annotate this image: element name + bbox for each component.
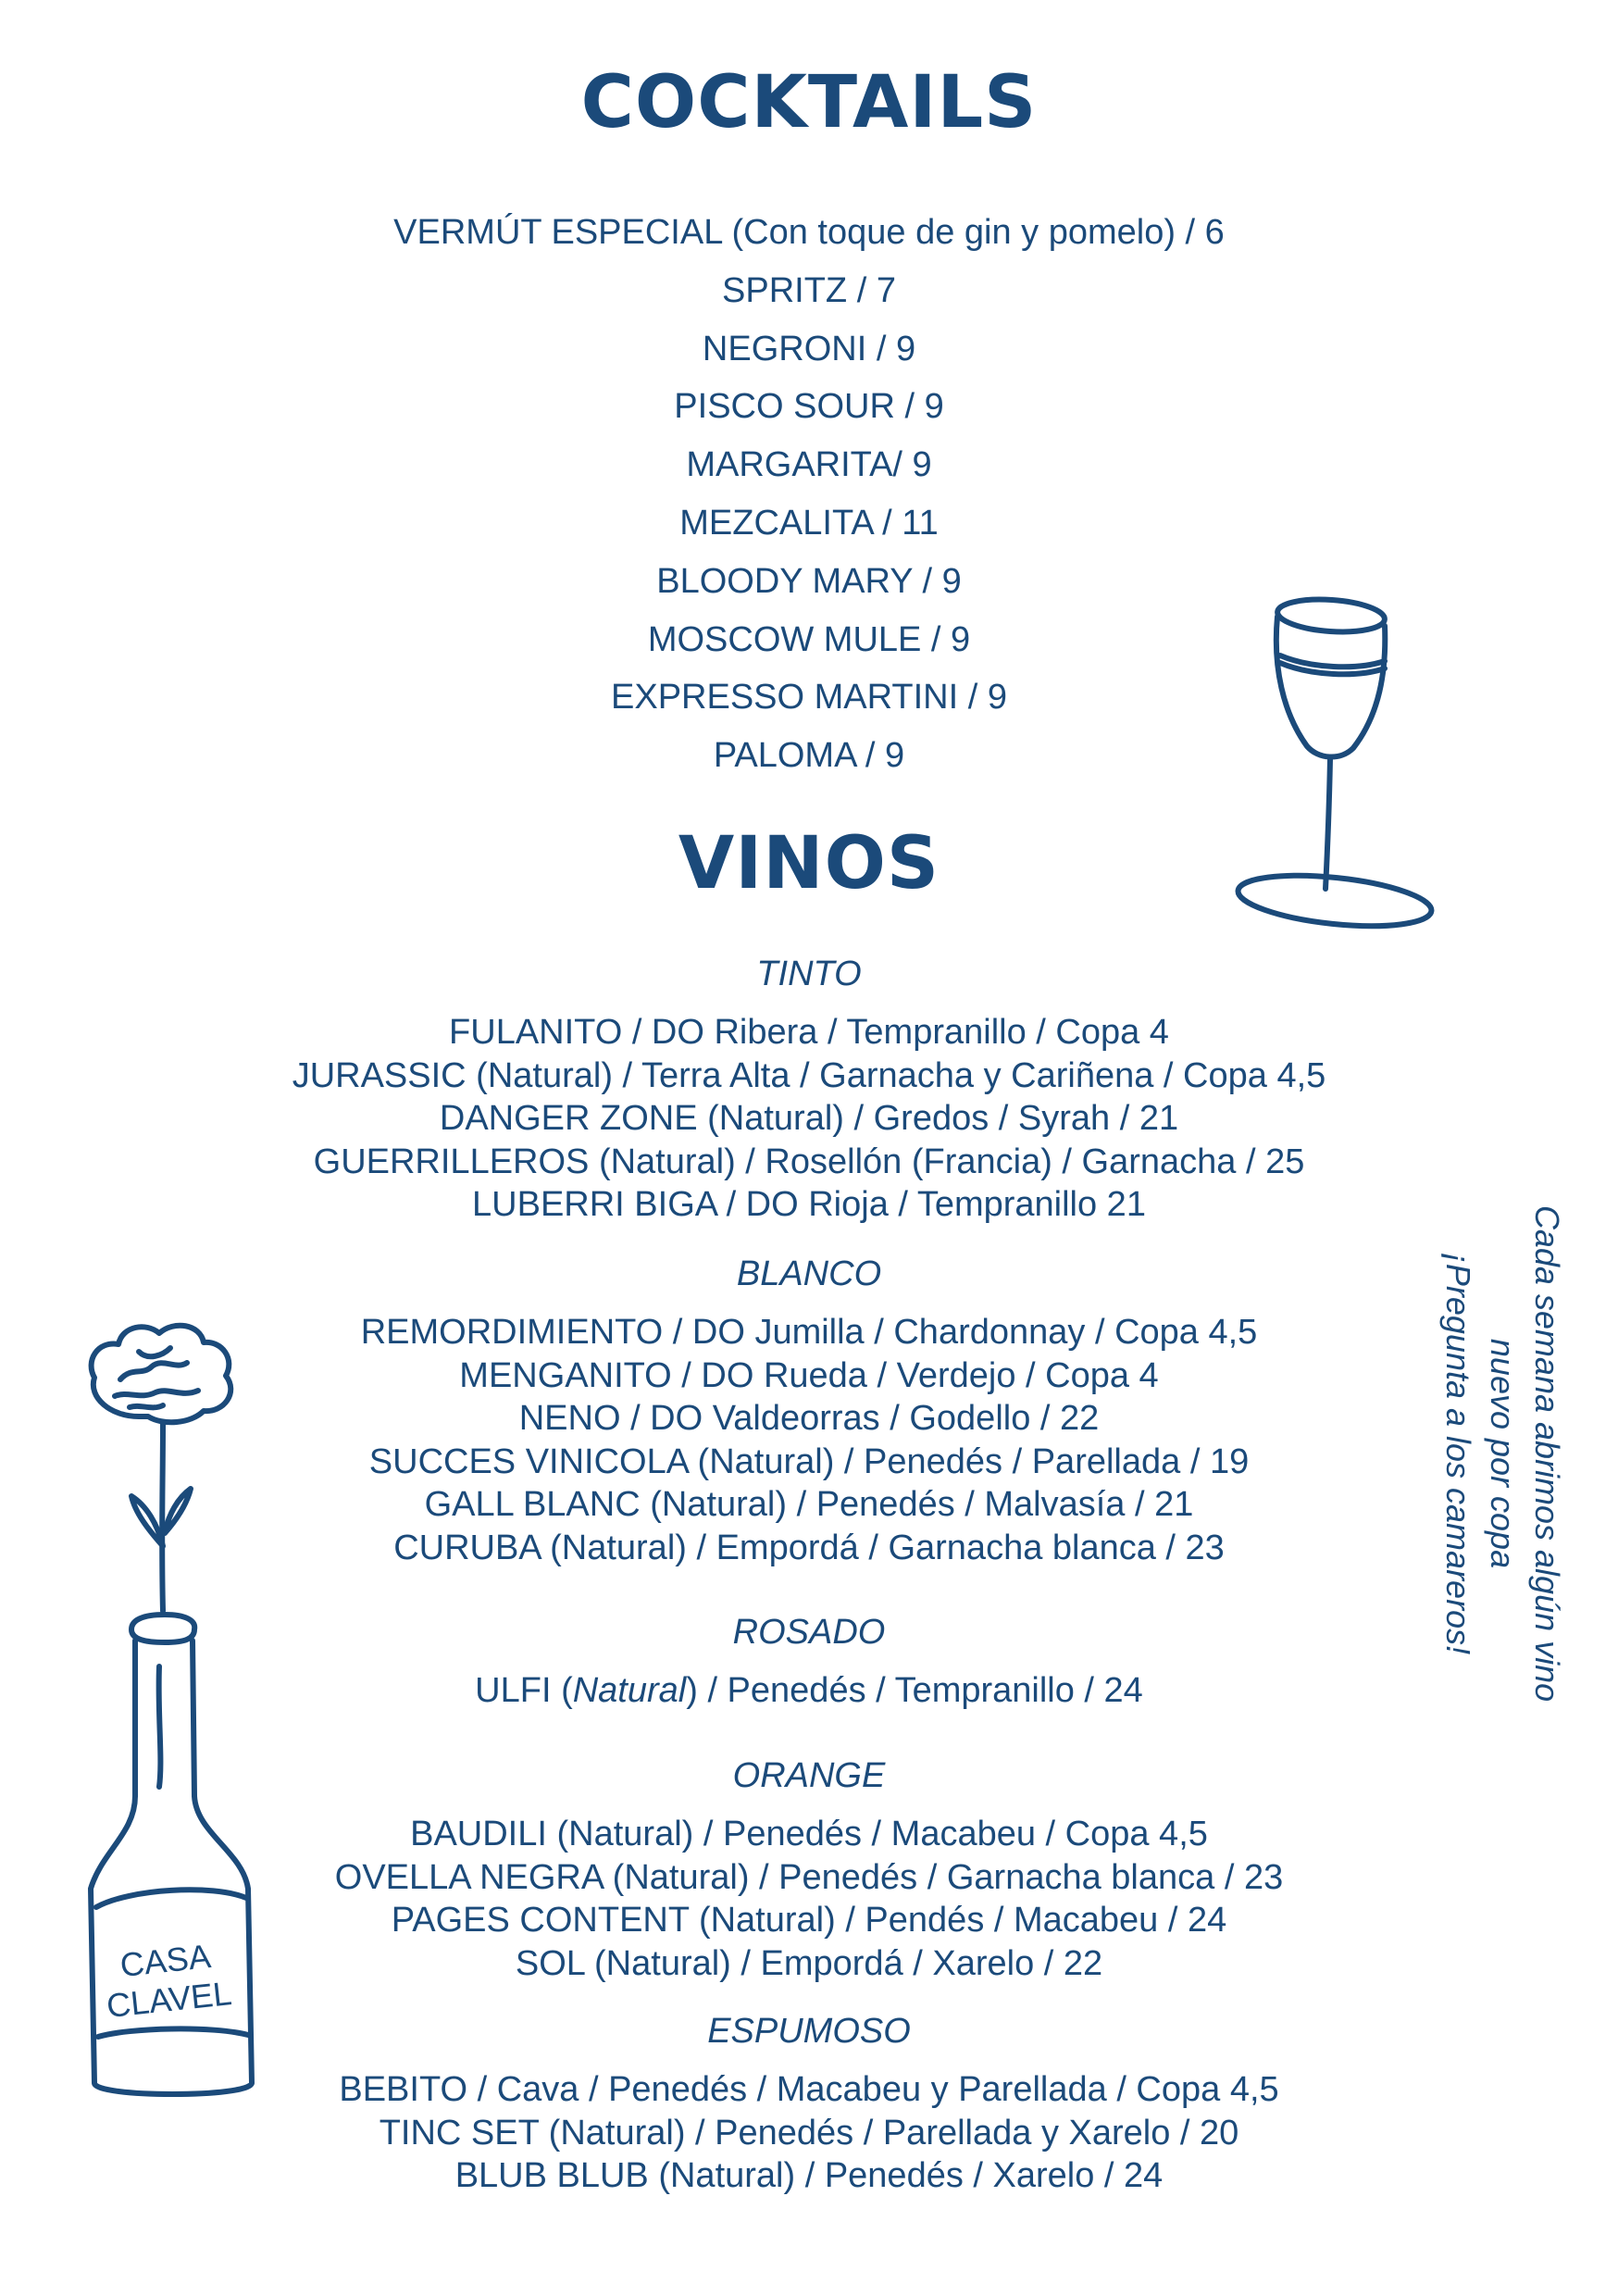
wine-item: MENGANITO / DO Rueda / Verdejo / Copa 4 <box>459 1355 1159 1395</box>
cocktail-item: MARGARITA/ 9 <box>686 445 932 485</box>
bottle-label-line1: CASA <box>118 1937 213 1985</box>
wine-item: DANGER ZONE (Natural) / Gredos / Syrah / 21 <box>439 1099 1179 1138</box>
category-label-blanco: BLANCO <box>736 1254 882 1293</box>
wine-item: REMORDIMIENTO / DO Jumilla / Chardonnay / Copa 4,5 <box>360 1313 1258 1352</box>
category-label-rosado: ROSADO <box>732 1613 886 1652</box>
cocktail-item: NEGRONI / 9 <box>702 329 916 368</box>
wine-item: NENO / DO Valdeorras / Godello / 22 <box>518 1399 1100 1438</box>
wine-item: OVELLA NEGRA (Natural) / Penedés / Garnacha blanca / 23 <box>334 1857 1284 1897</box>
wine-glass-illustration <box>1222 583 1435 935</box>
wine-item: CURUBA (Natural) / Empordá / Garnacha blanca / 23 <box>393 1528 1225 1567</box>
wine-item: LUBERRI BIGA / DO Rioja / Tempranillo 21 <box>472 1185 1146 1224</box>
section-tinto <box>0 946 1618 1227</box>
wine-item: BLUB BLUB (Natural) / Penedés / Xarelo / 24 <box>454 2156 1164 2195</box>
wine-item: SUCCES VINICOLA (Natural) / Penedés / Parellada / 19 <box>368 1441 1250 1481</box>
cocktails-title: COCKTAILS <box>580 61 1038 144</box>
category-label-orange: ORANGE <box>732 1756 886 1795</box>
bottle-flower-illustration <box>74 1315 268 2111</box>
cocktail-item: MOSCOW MULE / 9 <box>647 619 971 659</box>
wine-item: BAUDILI (Natural) / Penedés / Macabeu / Copa 4,5 <box>410 1815 1208 1853</box>
wine-item: BEBITO / Cava / Penedés / Macabeu y Parellada / Copa 4,5 <box>339 2070 1279 2109</box>
wine-item: GUERRILLEROS (Natural) / Rosellón (Francia) / Garnacha / 25 <box>313 1142 1305 1181</box>
wine-item: SOL (Natural) / Empordá / Xarelo / 22 <box>515 1943 1103 1983</box>
vinos-title: VINOS <box>678 822 940 905</box>
wine-item: PAGES CONTENT (Natural) / Pendés / Macabeu / 24 <box>391 1901 1227 1940</box>
wine-name: ULFI ( <box>475 1671 573 1710</box>
wine-item: TINC SET (Natural) / Penedés / Parellada y Xarelo / 20 <box>379 2113 1239 2152</box>
cocktail-item: VERMÚT ESPECIAL (Con toque de gin y pomelo) / 6 <box>393 213 1225 252</box>
note-line-2: ¡Pregunta a los camareros! <box>1439 1252 1477 1655</box>
wine-item: JURASSIC (Natural) / Terra Alta / Garnacha y Cariñena / Copa 4,5 <box>292 1055 1326 1095</box>
cocktail-item: PISCO SOUR / 9 <box>674 387 944 427</box>
bottle-label-line2: CLAVEL <box>105 1974 234 2026</box>
wine-details: ) / Penedés / Tempranillo / 24 <box>686 1671 1143 1710</box>
cocktail-item: SPRITZ / 7 <box>722 270 896 310</box>
cocktail-item: MEZCALITA / 11 <box>679 503 939 543</box>
weekly-wine-note <box>1430 1176 1569 1731</box>
category-label-espumoso: ESPUMOSO <box>707 2012 911 2051</box>
category-label-tinto: TINTO <box>756 955 862 993</box>
cocktail-item: BLOODY MARY / 9 <box>656 561 962 601</box>
note-line-1: Cada semana abrimos algún vino nuevo por copa <box>1484 1204 1566 1703</box>
wine-item: GALL BLANC (Natural) / Penedés / Malvasía / 21 <box>424 1485 1194 1524</box>
wine-natural-tag: Natural <box>572 1671 687 1710</box>
wine-item: FULANITO / DO Ribera / Tempranillo / Copa 4 <box>449 1013 1169 1052</box>
cocktail-item: EXPRESSO MARTINI / 9 <box>611 678 1007 718</box>
cocktail-item: PALOMA / 9 <box>713 736 905 776</box>
